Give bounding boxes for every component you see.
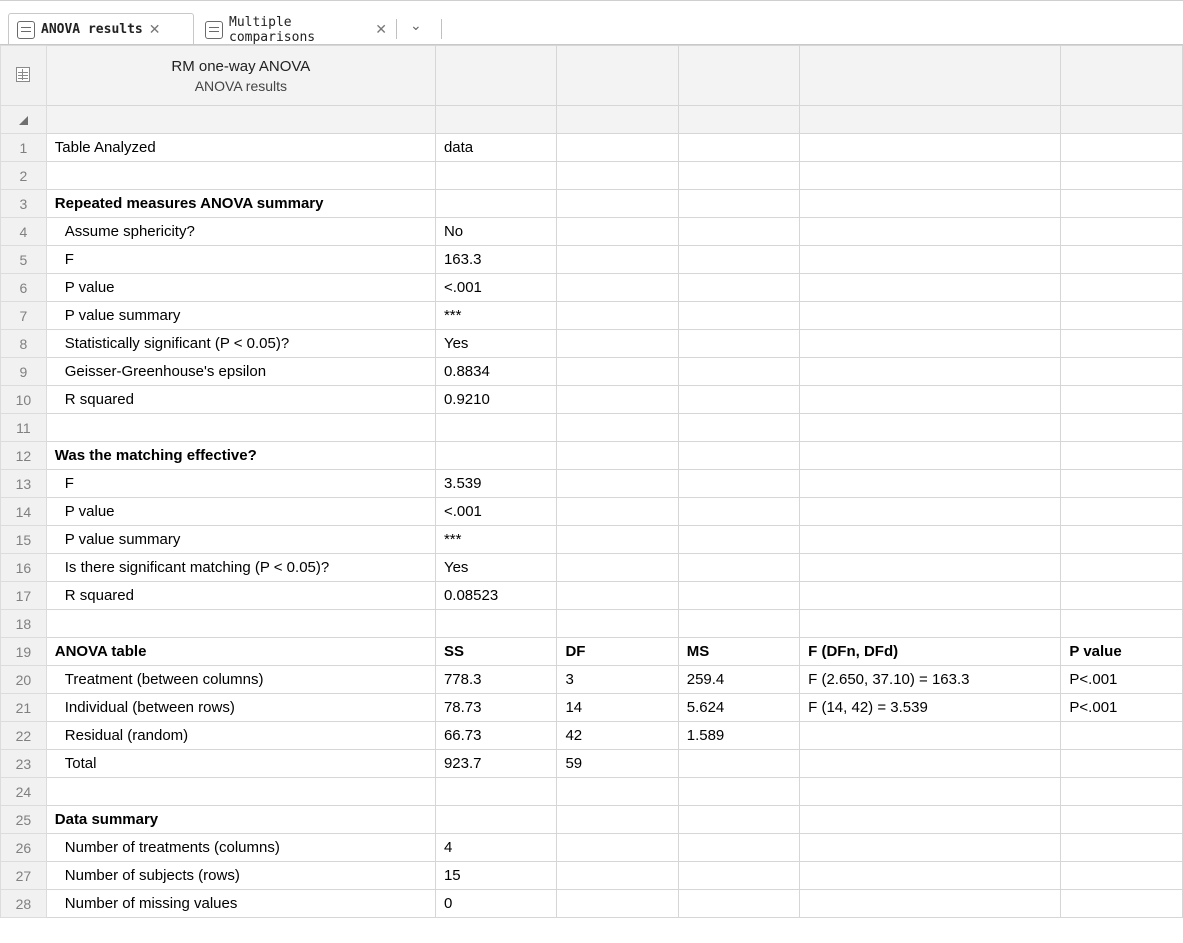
table-cell[interactable] xyxy=(678,134,799,162)
row-label[interactable]: P value summary xyxy=(46,302,435,330)
table-row xyxy=(1,162,1183,190)
table-row xyxy=(1,862,1183,890)
table-cell[interactable] xyxy=(800,750,1061,778)
table-cell[interactable] xyxy=(1061,806,1183,834)
row-number[interactable]: 2 xyxy=(1,162,47,190)
row-label[interactable]: Total xyxy=(46,750,435,778)
table-row xyxy=(1,806,1183,834)
table-cell[interactable] xyxy=(1061,414,1183,442)
table-cell[interactable] xyxy=(678,442,799,470)
table-cell[interactable]: Yes xyxy=(435,554,557,582)
row-label[interactable] xyxy=(46,162,435,190)
table-cell[interactable] xyxy=(557,358,678,386)
row-label[interactable] xyxy=(46,414,435,442)
table-cell[interactable] xyxy=(1061,554,1183,582)
table-cell[interactable] xyxy=(678,218,799,246)
row-number[interactable]: 16 xyxy=(1,554,47,582)
table-cell[interactable] xyxy=(678,834,799,862)
row-number[interactable]: 17 xyxy=(1,582,47,610)
table-cell[interactable] xyxy=(678,414,799,442)
row-label[interactable]: Is there significant matching (P < 0.05)? xyxy=(46,554,435,582)
tab-divider xyxy=(441,19,442,39)
table-row xyxy=(1,358,1183,386)
table-cell[interactable]: DF xyxy=(557,638,678,666)
table-title: RM one-way ANOVA xyxy=(171,57,311,75)
table-cell[interactable] xyxy=(435,610,557,638)
column-subheader[interactable] xyxy=(46,106,435,134)
table-cell[interactable]: 4 xyxy=(435,834,557,862)
table-cell[interactable] xyxy=(678,498,799,526)
table-cell[interactable]: P value xyxy=(1061,638,1183,666)
row-label[interactable]: Was the matching effective? xyxy=(46,442,435,470)
row-label[interactable]: Number of subjects (rows) xyxy=(46,862,435,890)
row-label[interactable]: F xyxy=(46,470,435,498)
row-number[interactable]: 10 xyxy=(1,386,47,414)
table-cell[interactable] xyxy=(800,414,1061,442)
table-cell[interactable] xyxy=(1061,386,1183,414)
table-row xyxy=(1,246,1183,274)
table-cell[interactable]: SS xyxy=(435,638,557,666)
table-cell[interactable]: 15 xyxy=(435,862,557,890)
document-icon xyxy=(205,21,223,39)
row-number[interactable]: 21 xyxy=(1,694,47,722)
table-cell[interactable] xyxy=(1061,190,1183,218)
table-cell[interactable] xyxy=(678,358,799,386)
table-cell[interactable] xyxy=(557,778,678,806)
row-number[interactable]: 1 xyxy=(1,134,47,162)
table-cell[interactable]: MS xyxy=(678,638,799,666)
table-cell[interactable] xyxy=(435,190,557,218)
table-cell[interactable] xyxy=(800,358,1061,386)
table-cell[interactable] xyxy=(435,806,557,834)
tab-multiple-comparisons[interactable] xyxy=(196,13,396,45)
row-label[interactable]: Number of treatments (columns) xyxy=(46,834,435,862)
table-cell[interactable]: F (2.650, 37.10) = 163.3 xyxy=(800,666,1061,694)
table-cell[interactable] xyxy=(678,554,799,582)
table-cell[interactable] xyxy=(1061,498,1183,526)
row-label[interactable]: P value xyxy=(46,274,435,302)
row-number[interactable]: 7 xyxy=(1,302,47,330)
row-label[interactable]: Table Analyzed xyxy=(46,134,435,162)
table-cell[interactable] xyxy=(1061,862,1183,890)
table-cell[interactable] xyxy=(1061,134,1183,162)
row-label[interactable]: Repeated measures ANOVA summary xyxy=(46,190,435,218)
chevron-down-icon[interactable]: ⌄ xyxy=(410,18,422,34)
table-cell[interactable]: *** xyxy=(435,302,557,330)
row-number[interactable]: 8 xyxy=(1,330,47,358)
column-subheader[interactable] xyxy=(800,106,1061,134)
table-row xyxy=(1,274,1183,302)
row-number[interactable]: 4 xyxy=(1,218,47,246)
table-cell[interactable] xyxy=(435,162,557,190)
table-cell[interactable] xyxy=(800,442,1061,470)
table-cell[interactable] xyxy=(1061,750,1183,778)
table-cell[interactable] xyxy=(557,246,678,274)
table-cell[interactable]: F (14, 42) = 3.539 xyxy=(800,694,1061,722)
table-cell[interactable]: 1.589 xyxy=(678,722,799,750)
table-row xyxy=(1,638,1183,666)
table-cell[interactable] xyxy=(678,470,799,498)
table-cell[interactable]: Yes xyxy=(435,330,557,358)
table-title-cell xyxy=(46,46,435,106)
table-cell[interactable] xyxy=(800,722,1061,750)
column-subheader[interactable] xyxy=(435,106,557,134)
table-cell[interactable] xyxy=(800,526,1061,554)
row-label[interactable]: Geisser-Greenhouse's epsilon xyxy=(46,358,435,386)
row-number[interactable]: 20 xyxy=(1,666,47,694)
table-cell[interactable] xyxy=(1061,442,1183,470)
row-number[interactable]: 28 xyxy=(1,890,47,918)
corner-cell[interactable] xyxy=(1,46,47,106)
row-number[interactable]: 23 xyxy=(1,750,47,778)
row-number[interactable]: 9 xyxy=(1,358,47,386)
row-label[interactable]: P value xyxy=(46,498,435,526)
table-cell[interactable] xyxy=(1061,610,1183,638)
table-row xyxy=(1,750,1183,778)
column-subheader[interactable] xyxy=(557,106,678,134)
table-cell[interactable] xyxy=(678,330,799,358)
row-label[interactable]: Statistically significant (P < 0.05)? xyxy=(46,330,435,358)
row-number[interactable]: 27 xyxy=(1,862,47,890)
table-cell[interactable] xyxy=(678,862,799,890)
table-row xyxy=(1,778,1183,806)
column-subheader-row xyxy=(1,106,1183,134)
results-sheet xyxy=(0,44,1183,943)
row-number[interactable]: 12 xyxy=(1,442,47,470)
table-cell[interactable]: 0.9210 xyxy=(435,386,557,414)
table-row xyxy=(1,498,1183,526)
table-cell[interactable] xyxy=(678,162,799,190)
column-subheader[interactable] xyxy=(1061,106,1183,134)
table-cell[interactable] xyxy=(800,134,1061,162)
table-cell[interactable] xyxy=(678,778,799,806)
table-cell[interactable] xyxy=(1061,890,1183,918)
table-cell[interactable] xyxy=(557,498,678,526)
table-row xyxy=(1,330,1183,358)
table-cell[interactable] xyxy=(557,470,678,498)
table-row xyxy=(1,610,1183,638)
table-row xyxy=(1,218,1183,246)
table-cell[interactable] xyxy=(800,274,1061,302)
row-label[interactable]: Residual (random) xyxy=(46,722,435,750)
table-cell[interactable]: P<.001 xyxy=(1061,666,1183,694)
table-cell[interactable] xyxy=(800,218,1061,246)
table-cell[interactable] xyxy=(557,526,678,554)
column-header[interactable] xyxy=(435,46,557,106)
table-cell[interactable] xyxy=(1061,274,1183,302)
table-cell[interactable]: data xyxy=(435,134,557,162)
table-row xyxy=(1,134,1183,162)
row-label[interactable]: Data summary xyxy=(46,806,435,834)
row-label[interactable]: P value summary xyxy=(46,526,435,554)
table-cell[interactable] xyxy=(678,582,799,610)
column-header[interactable] xyxy=(678,46,799,106)
tab-anova-results[interactable] xyxy=(8,13,194,45)
table-cell[interactable] xyxy=(1061,162,1183,190)
row-number[interactable]: 24 xyxy=(1,778,47,806)
table-cell[interactable]: 3.539 xyxy=(435,470,557,498)
table-cell[interactable] xyxy=(800,610,1061,638)
row-number[interactable]: 15 xyxy=(1,526,47,554)
row-label[interactable]: ANOVA table xyxy=(46,638,435,666)
table-cell[interactable] xyxy=(678,386,799,414)
table-cell[interactable]: 259.4 xyxy=(678,666,799,694)
row-label[interactable]: Treatment (between columns) xyxy=(46,666,435,694)
close-icon[interactable]: ✕ xyxy=(375,21,387,38)
table-cell[interactable] xyxy=(557,274,678,302)
table-cell[interactable] xyxy=(678,526,799,554)
table-cell[interactable] xyxy=(557,386,678,414)
table-cell[interactable] xyxy=(557,890,678,918)
table-cell[interactable] xyxy=(800,554,1061,582)
table-cell[interactable] xyxy=(557,190,678,218)
table-row xyxy=(1,302,1183,330)
triangle-icon xyxy=(19,116,28,125)
table-cell[interactable]: 163.3 xyxy=(435,246,557,274)
table-cell[interactable] xyxy=(557,162,678,190)
table-cell[interactable] xyxy=(678,890,799,918)
table-cell[interactable] xyxy=(1061,358,1183,386)
table-cell[interactable]: 14 xyxy=(557,694,678,722)
table-cell[interactable] xyxy=(678,274,799,302)
row-number[interactable]: 18 xyxy=(1,610,47,638)
table-row xyxy=(1,890,1183,918)
row-number[interactable]: 22 xyxy=(1,722,47,750)
table-cell[interactable] xyxy=(800,862,1061,890)
table-cell[interactable] xyxy=(435,442,557,470)
table-row xyxy=(1,554,1183,582)
table-row xyxy=(1,414,1183,442)
table-cell[interactable]: <.001 xyxy=(435,498,557,526)
table-cell[interactable] xyxy=(557,554,678,582)
table-cell[interactable] xyxy=(1061,218,1183,246)
table-cell[interactable] xyxy=(1061,722,1183,750)
table-cell[interactable]: 3 xyxy=(557,666,678,694)
row-label[interactable]: Number of missing values xyxy=(46,890,435,918)
table-row xyxy=(1,582,1183,610)
table-cell[interactable] xyxy=(800,190,1061,218)
table-row xyxy=(1,834,1183,862)
table-cell[interactable] xyxy=(1061,834,1183,862)
table-cell[interactable]: 923.7 xyxy=(435,750,557,778)
table-cell[interactable] xyxy=(557,414,678,442)
table-cell[interactable]: 778.3 xyxy=(435,666,557,694)
table-row xyxy=(1,386,1183,414)
table-row xyxy=(1,526,1183,554)
table-row xyxy=(1,190,1183,218)
table-cell[interactable] xyxy=(557,806,678,834)
table-cell[interactable] xyxy=(800,162,1061,190)
table-cell[interactable] xyxy=(1061,778,1183,806)
close-icon[interactable]: ✕ xyxy=(148,21,161,38)
table-cell[interactable] xyxy=(557,134,678,162)
table-cell[interactable] xyxy=(678,610,799,638)
column-subheader[interactable] xyxy=(678,106,799,134)
table-subtitle: ANOVA results xyxy=(194,77,288,94)
row-number[interactable]: 5 xyxy=(1,246,47,274)
table-cell[interactable] xyxy=(678,246,799,274)
column-header-row xyxy=(1,46,1183,106)
table-cell[interactable] xyxy=(435,414,557,442)
table-row xyxy=(1,442,1183,470)
row-label[interactable]: R squared xyxy=(46,386,435,414)
row-number[interactable]: 25 xyxy=(1,806,47,834)
table-cell[interactable] xyxy=(1061,246,1183,274)
table-cell[interactable] xyxy=(1061,526,1183,554)
table-cell[interactable]: 0.8834 xyxy=(435,358,557,386)
column-header[interactable] xyxy=(1061,46,1183,106)
table-cell[interactable] xyxy=(557,330,678,358)
table-row xyxy=(1,666,1183,694)
tab-label: Multiple comparisons xyxy=(229,14,316,45)
table-cell[interactable]: *** xyxy=(435,526,557,554)
table-cell[interactable] xyxy=(800,498,1061,526)
table-cell[interactable] xyxy=(1061,582,1183,610)
table-cell[interactable]: 78.73 xyxy=(435,694,557,722)
row-label[interactable]: Assume sphericity? xyxy=(46,218,435,246)
row-label[interactable]: Individual (between rows) xyxy=(46,694,435,722)
table-cell[interactable] xyxy=(1061,470,1183,498)
table-cell[interactable] xyxy=(557,442,678,470)
table-cell[interactable] xyxy=(557,834,678,862)
row-number[interactable]: 26 xyxy=(1,834,47,862)
table-cell[interactable]: P<.001 xyxy=(1061,694,1183,722)
table-cell[interactable] xyxy=(557,862,678,890)
column-header[interactable] xyxy=(557,46,678,106)
table-row xyxy=(1,470,1183,498)
table-cell[interactable] xyxy=(800,330,1061,358)
table-cell[interactable] xyxy=(800,470,1061,498)
row-number[interactable]: 11 xyxy=(1,414,47,442)
table-cell[interactable] xyxy=(800,246,1061,274)
table-cell[interactable] xyxy=(557,302,678,330)
table-cell[interactable] xyxy=(557,218,678,246)
table-cell[interactable] xyxy=(800,778,1061,806)
row-number[interactable]: 19 xyxy=(1,638,47,666)
table-cell[interactable] xyxy=(435,778,557,806)
tab-label: ANOVA results xyxy=(41,22,143,37)
table-cell[interactable] xyxy=(800,386,1061,414)
table-cell[interactable]: 0.08523 xyxy=(435,582,557,610)
tab-divider xyxy=(396,19,397,39)
row-label[interactable]: F xyxy=(46,246,435,274)
table-row xyxy=(1,694,1183,722)
table-cell[interactable]: 5.624 xyxy=(678,694,799,722)
row-number[interactable]: 14 xyxy=(1,498,47,526)
column-header[interactable] xyxy=(800,46,1061,106)
row-label[interactable] xyxy=(46,778,435,806)
select-all-cell[interactable] xyxy=(1,106,47,134)
table-cell[interactable] xyxy=(1061,330,1183,358)
table-cell[interactable] xyxy=(557,610,678,638)
table-cell[interactable] xyxy=(678,806,799,834)
table-cell[interactable] xyxy=(800,582,1061,610)
row-number[interactable]: 6 xyxy=(1,274,47,302)
table-cell[interactable]: No xyxy=(435,218,557,246)
row-number[interactable]: 3 xyxy=(1,190,47,218)
tab-bar xyxy=(0,0,1183,44)
table-cell[interactable]: <.001 xyxy=(435,274,557,302)
table-cell[interactable] xyxy=(800,806,1061,834)
results-table xyxy=(0,45,1183,918)
row-label[interactable] xyxy=(46,610,435,638)
table-row xyxy=(1,722,1183,750)
table-cell[interactable] xyxy=(1061,302,1183,330)
table-cell[interactable] xyxy=(800,302,1061,330)
table-cell[interactable] xyxy=(800,890,1061,918)
table-icon xyxy=(16,67,30,82)
row-number[interactable]: 13 xyxy=(1,470,47,498)
table-cell[interactable]: 42 xyxy=(557,722,678,750)
document-icon xyxy=(17,21,35,39)
table-cell[interactable]: F (DFn, DFd) xyxy=(800,638,1061,666)
table-cell[interactable] xyxy=(800,834,1061,862)
table-cell[interactable] xyxy=(557,582,678,610)
row-label[interactable]: R squared xyxy=(46,582,435,610)
table-cell[interactable] xyxy=(678,190,799,218)
table-cell[interactable] xyxy=(678,302,799,330)
table-cell[interactable] xyxy=(678,750,799,778)
table-cell[interactable]: 66.73 xyxy=(435,722,557,750)
table-cell[interactable]: 59 xyxy=(557,750,678,778)
table-cell[interactable]: 0 xyxy=(435,890,557,918)
